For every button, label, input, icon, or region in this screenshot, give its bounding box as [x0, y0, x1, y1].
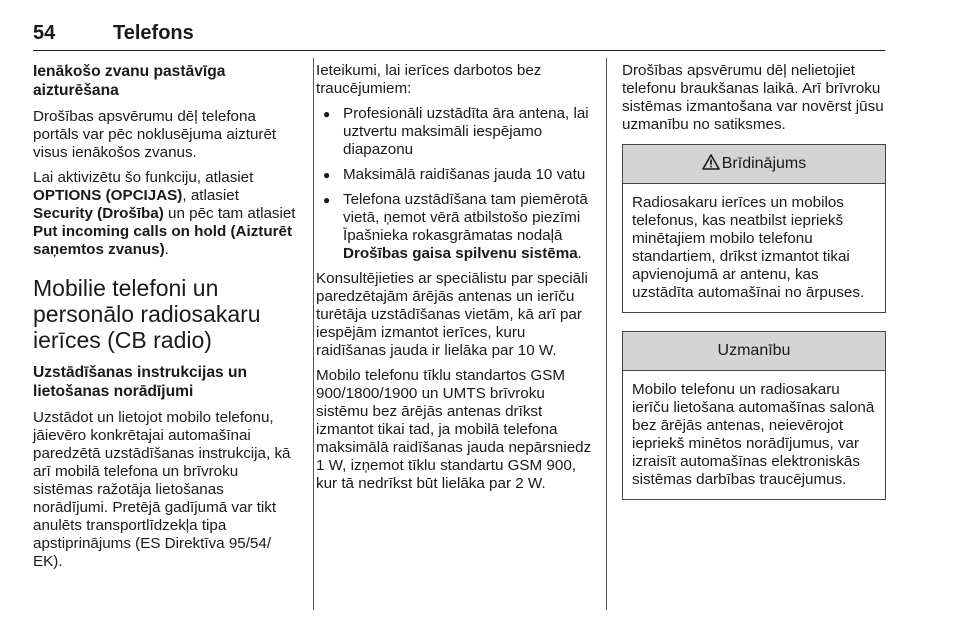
heading-installation: Uzstādīšanas instrukcijas un lietošanas norādījumi — [33, 364, 248, 400]
paragraph-activate: Lai aktivizētu šo funkciju, atlasiet OPTIONS (OPCIJAS), atlasiet Security (Drošība) un pēc tam atlasiet Put incoming calls on hold (Aizturēt saņemtos zvanus). — [33, 169, 296, 258]
paragraph: Mobilo telefonu tīklu standartos GSM 900/1800/1900 un UMTS brīvroku sistēmu bez ārējās antenas drīkst izmantot tikai tad, ja mobilā telefona maksimālā raidīšanas jauda nepārsniedz 1 W, izņemot tīklu standartu GSM 900, kur tā nedrīkst būt lielāka par 2 W. — [316, 367, 592, 492]
warning-triangle-icon — [702, 154, 720, 170]
caution-title: Uzmanību — [717, 342, 791, 359]
column-divider — [313, 58, 314, 610]
list-item: ● Profesionāli uzstādīta āra antena, lai uztvertu maksimāli iespējamo diapazonu — [316, 105, 598, 159]
warning-title: Brīdinājums — [721, 155, 807, 172]
recommendation-list — [316, 105, 598, 263]
menu-ref-options: OPTIONS (OPCIJAS) — [33, 187, 183, 204]
menu-ref-hold: Put incoming calls on hold (Aizturēt saņemtos zvanus) — [33, 223, 293, 258]
heading-call-hold: Ienākošo zvanu pastāvīga aizturēšana — [33, 63, 226, 99]
caution-text: Mobilo telefonu un radiosakaru ierīču lietošana automašīnas salonā bez ārējās antenas, neievērojot iepriekš minētos norādījumus, var izraisīt automašīnas elektroniskās sistēmas darbības traucējumus. — [632, 381, 875, 488]
warning-text: Radiosakaru ierīces un mobilos telefonus, kas neatbilst iepriekš minētajiem mobilo telefonu standartiem, drīkst izmantot tikai apvienojumā ar antenu, kas uzstādīta automašīnai no ārpuses. — [632, 194, 865, 301]
warning-box — [622, 144, 886, 313]
caution-box — [622, 331, 886, 500]
paragraph: Drošības apsvērumu dēļ nelietojiet telefonu braukšanas laikā. Arī brīvroku sistēmas izmantošana var novērst jūsu uzmanību no satiksmes. — [622, 62, 884, 133]
menu-ref-security: Security (Drošība) — [33, 205, 164, 222]
warning-header — [623, 145, 885, 184]
list-item: ● Maksimālā raidīšanas jauda 10 vatu — [316, 166, 598, 184]
paragraph: Uzstādot un lietojot mobilo telefonu, jāievēro konkrētajai automašīnai paredzētā uzstādīšanas instrukcija, kā arī mobilā telefona un brīvroku sistēmas ražotāja lietošanas norādījumi. Pretējā gadījumā var tikt anulēts transportlīdzekļa tipa apstiprinājums (ES Direktīva 95/54/ EK). — [33, 409, 291, 570]
page-number: 54 — [33, 22, 56, 44]
column-right — [622, 62, 886, 518]
column-middle — [316, 62, 598, 500]
paragraph: Ieteikumi, lai ierīces darbotos bez traucējumiem: — [316, 62, 542, 97]
column-left — [33, 62, 301, 578]
paragraph: Drošības apsvērumu dēļ telefona portāls var pēc noklusējuma aizturēt visus ienākošos zvanus. — [33, 108, 277, 161]
caution-header — [623, 332, 885, 371]
section-title: Telefons — [113, 22, 194, 44]
heading-mobile-phones: Mobilie telefoni un personālo radiosakaru ierīces (CB radio) — [33, 275, 261, 353]
page-header — [33, 22, 885, 51]
list-item: ● Telefona uzstādīšana tam piemērotā vietā, ņemot vērā atbilstošo piezīmi Īpašnieka rokasgrāmatas nodaļā Drošības gaisa spilvenu sistēma. — [316, 191, 598, 263]
paragraph: Konsultējieties ar speciālistu par speciāli paredzētajām ārējās antenas un ierīču turētāja uzstādīšanas vietām, kā arī par iespējām izmantot ierīces, kuru raidīšanas jauda ir lielāka par 10 W. — [316, 270, 588, 359]
chapter-ref: Drošības gaisa spilvenu sistēma — [343, 245, 578, 262]
column-divider — [606, 58, 607, 610]
